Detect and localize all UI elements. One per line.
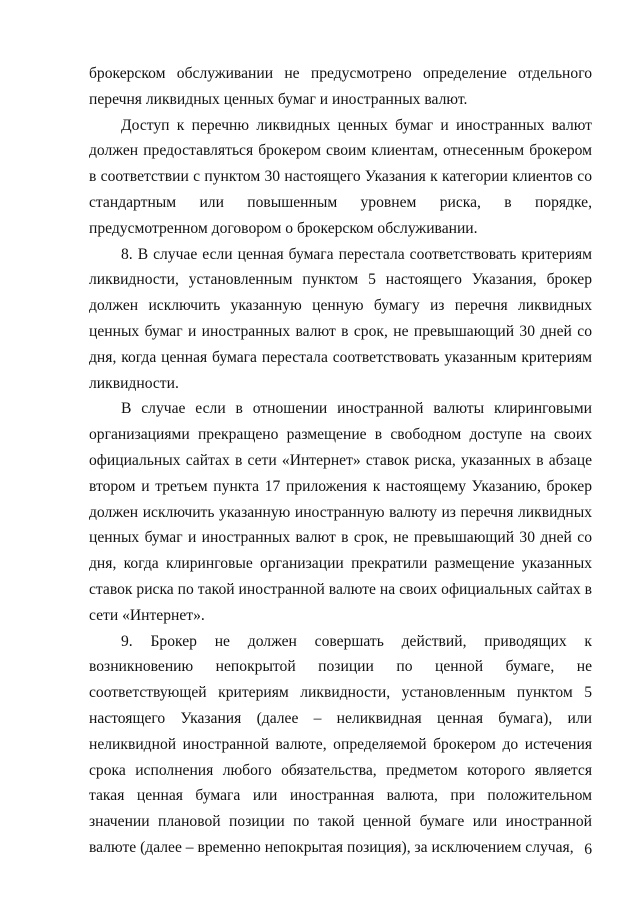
- paragraph-access-to-list: Доступ к перечню ликвидных ценных бумаг и иностранных валют должен предоставляться брокером своим клиентам, отнесенным брокером в соответствии с пунктом 30 настоящего Указания к категории клиентов со стандартным или повышенным уровнем риска, в порядке, предусмотренном договором о брокерском обслуживании.: [89, 116, 592, 237]
- document-body: [89, 61, 592, 861]
- paragraph-foreign-currency: В случае если в отношении иностранной валюты клиринговыми организациями прекращено размещение в свободном доступе на своих официальных сайтах в сети «Интернет» ставок риска, указанных в абзаце втором и третьем пункта 17 приложения к настоящему Указанию, брокер должен исключить указанную иностранную валюту из перечня ликвидных ценных бумаг и иностранных валют в срок, не превышающий 30 дней со дня, когда клиринговые организации прекратили размещение указанных ставок риска по такой иностранной валюте на своих официальных сайтах в сети «Интернет».: [89, 400, 592, 624]
- paragraph-continuation: брокерском обслуживании не предусмотрено определение отдельного перечня ликвидных ценных бумаг и иностранных валют.: [89, 65, 592, 108]
- paragraph-item-8: 8. В случае если ценная бумага перестала соответствовать критериям ликвидности, установленным пунктом 5 настоящего Указания, брокер должен исключить указанную ценную бумагу из перечня ликвидных ценных бумаг и иностранных валют в срок, не превышающий 30 дней со дня, когда ценная бумага перестала соответствовать указанным критериям ликвидности.: [89, 245, 592, 392]
- page-number: 6: [584, 841, 592, 858]
- paragraph-item-9: 9. Брокер не должен совершать действий, приводящих к возникновению непокрытой позиции по ценной бумаге, не соответствующей критериям ликвидности, установленным пунктом 5 настоящего Указания (далее – неликвидная ценная бумага), или неликвидной иностранной валюте, определяемой брокером до истечения срока исполнения любого обязательства, предметом которого является такая ценная бумага или иностранная валюта, при положительном значении плановой позиции по такой ценной бумаге или иностранной валюте (далее – временно непокрытая позиция), за исключением случая,: [89, 632, 592, 856]
